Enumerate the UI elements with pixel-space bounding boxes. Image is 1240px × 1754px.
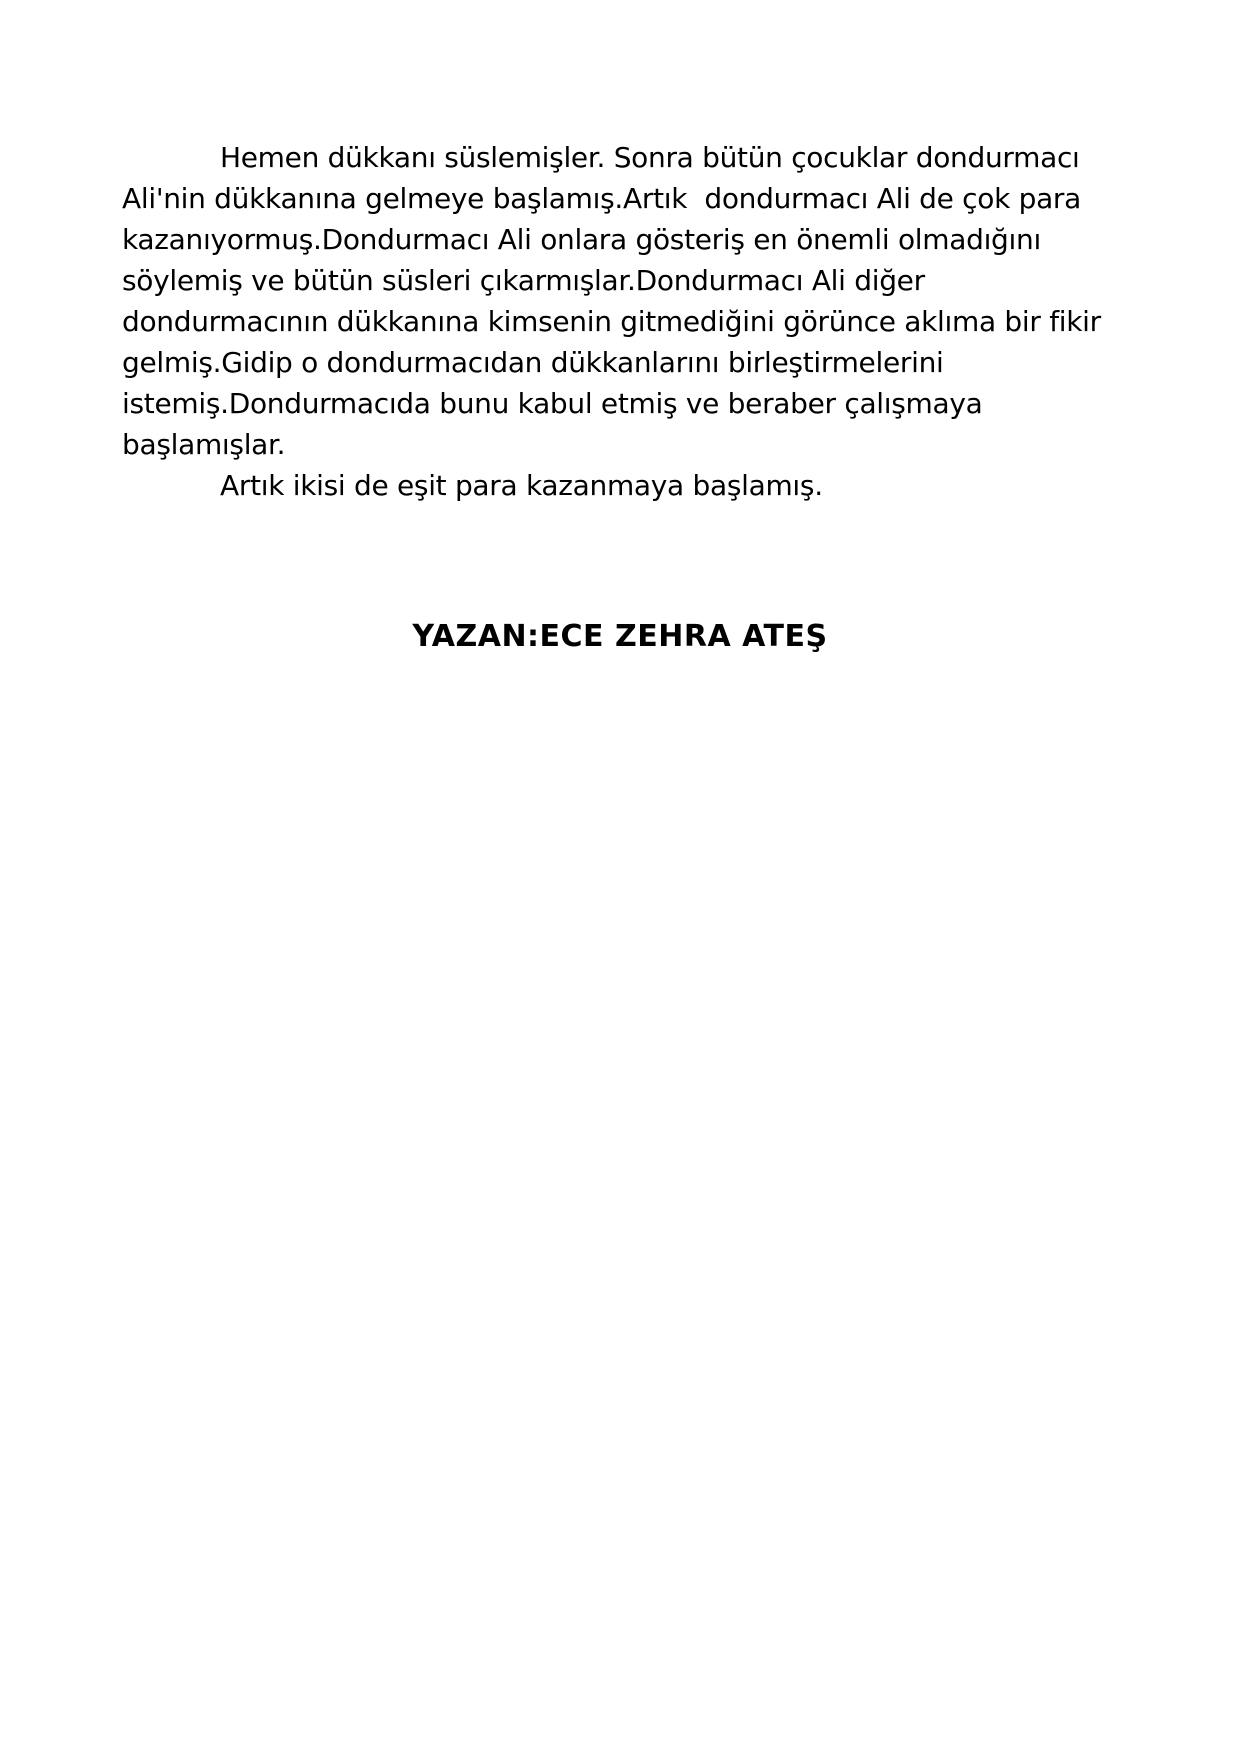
text-line: istemiş.Dondurmacıda bunu kabul etmiş ve beraber çalışmaya [122,387,983,420]
story-text-block [122,137,1132,506]
author-line: YAZAN:ECE ZEHRA ATEŞ [412,619,828,654]
text-line: kazanıyormuş.Dondurmacı Ali onlara gösteriş en önemli olmadığını [122,223,1041,256]
text-line: dondurmacının dükkanına kimsenin gitmediğini görünce aklıma bir fikir [122,305,1101,338]
text-line: söylemiş ve bütün süsleri çıkarmışlar.Dondurmacı Ali diğer [122,264,925,297]
text-line: başlamışlar. [122,428,286,461]
text-line: Ali'nin dükkanına gelmeye başlamış.Artık dondurmacı Ali de çok para [122,182,1081,215]
text-line: Hemen dükkanı süslemişler. Sonra bütün çocuklar dondurmacı [220,141,1080,174]
text-line: gelmiş.Gidip o dondurmacıdan dükkanlarını birleştirmelerini [122,346,944,379]
text-line: Artık ikisi de eşit para kazanmaya başlamış. [220,469,823,502]
